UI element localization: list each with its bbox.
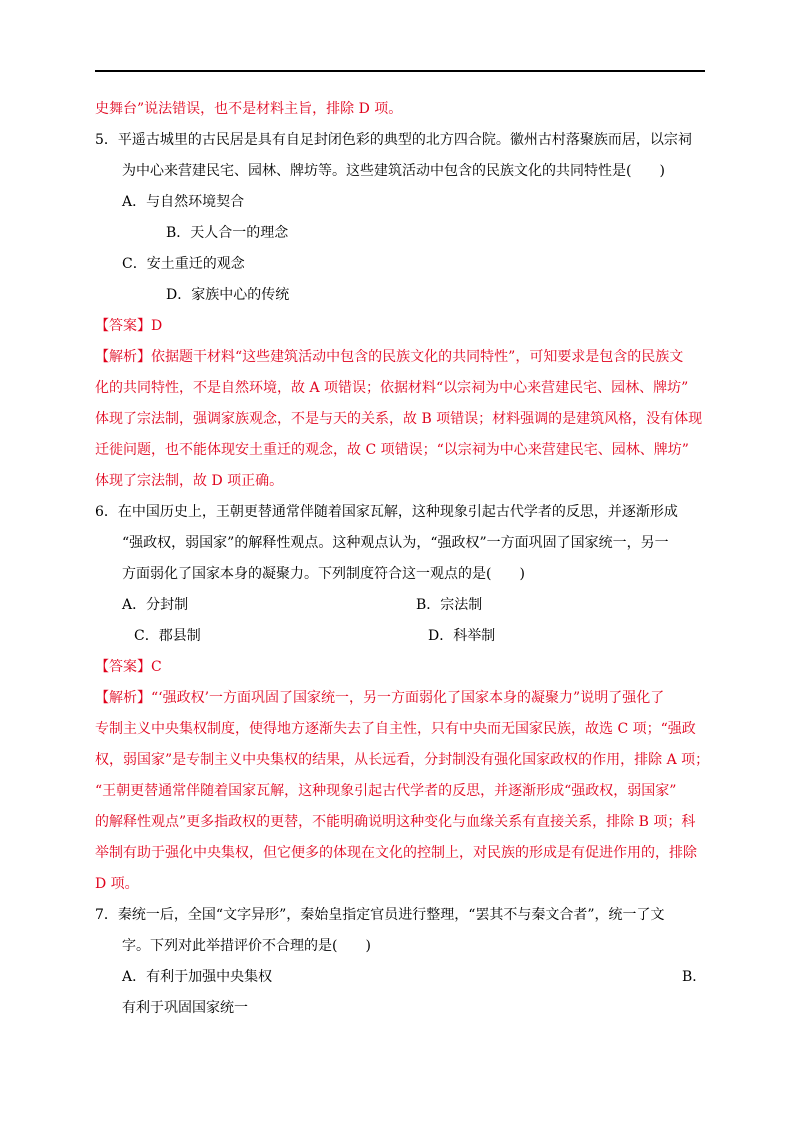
option-d: D．科举制 xyxy=(428,628,496,644)
explanation-line: 【解析】依据题干材料“这些建筑活动中包含的民族文化的共同特性”，可知要求是包含的民族文 xyxy=(95,349,684,365)
option-d: D．家族中心的传统 xyxy=(166,287,290,303)
question-6-stem: “强政权，弱国家”的解释性观点。这种观点认为，“强政权”一方面巩固了国家统一，另一 xyxy=(122,535,669,551)
explanation-line: 的解释性观点”更多指政权的更替，不能明确说明这种变化与血缘关系有直接关系，排除 B 项；科 xyxy=(95,814,696,830)
explanation-line: 权，弱国家”是专制主义中央集权的结果，从长远看，分封制没有强化国家政权的作用，排除 A 项； xyxy=(95,752,710,768)
explanation-line: 史舞台”说法错误，也不是材料主旨，排除 D 项。 xyxy=(95,101,403,117)
explanation-line: 【解析】“‘强政权’一方面巩固了国家统一，另一方面弱化了国家本身的凝聚力”说明了强化了 xyxy=(95,690,665,706)
explanation-line: 专制主义中央集权制度，使得地方逐渐失去了自主性，只有中央而无国家民族，故选 C 项；“强政 xyxy=(95,721,696,737)
option-b-text: 有利于巩固国家统一 xyxy=(122,1000,248,1016)
answer: 【答案】C xyxy=(95,659,162,675)
option-a: A．与自然环境契合 xyxy=(122,194,245,210)
explanation-line: D 项。 xyxy=(95,876,139,892)
option-b: B． xyxy=(682,969,707,985)
option-c: C．郡县制 xyxy=(134,628,201,644)
explanation-line: 化的共同特性，不是自然环境，故 A 项错误；依据材料“以宗祠为中心来营建民宅、园林、牌坊” xyxy=(95,380,689,396)
question-6-stem: 方面弱化了国家本身的凝聚力。下列制度符合这一观点的是( ) xyxy=(122,566,525,582)
explanation-line: 体现了宗法制，强调家族观念，不是与天的关系，故 B 项错误；材料强调的是建筑风格，没有体现 xyxy=(95,411,703,427)
header-rule xyxy=(95,70,705,72)
explanation-line: “王朝更替通常伴随着国家瓦解，这种现象引起古代学者的反思，并逐渐形成“强政权，弱国家” xyxy=(95,783,677,799)
question-7-stem: 7．秦统一后，全国“文字异形”，秦始皇指定官员进行整理，“罢其不与秦文合者”，统一了文 xyxy=(95,907,665,923)
answer: 【答案】D xyxy=(95,318,163,334)
explanation-line: 举制有助于强化中央集权，但它便多的体现在文化的控制上，对民族的形成是有促进作用的，排除 xyxy=(95,845,697,861)
option-a: A．分封制 xyxy=(122,597,189,613)
option-c: C．安土重迁的观念 xyxy=(122,256,245,272)
question-5-stem: 为中心来营建民宅、园林、牌坊等。这些建筑活动中包含的民族文化的共同特性是( ) xyxy=(122,163,665,179)
explanation-line: 体现了宗法制，故 D 项正确。 xyxy=(95,473,284,489)
question-5-stem: 5．平遥古城里的古民居是具有自足封闭色彩的典型的北方四合院。徽州古村落聚族而居，以宗祠 xyxy=(95,132,692,148)
option-b: B．天人合一的理念 xyxy=(166,225,289,241)
explanation-line: 迁徙问题，也不能体现安土重迁的观念，故 C 项错误；“以宗祠为中心来营建民宅、园林、牌坊” xyxy=(95,442,689,458)
question-7-stem: 字。下列对此举措评价不合理的是( ) xyxy=(122,938,371,954)
option-b: B．宗法制 xyxy=(416,597,483,613)
option-a: A．有利于加强中央集权 xyxy=(122,969,273,985)
question-6-stem: 6．在中国历史上，王朝更替通常伴随着国家瓦解，这种现象引起古代学者的反思，并逐渐形成 xyxy=(95,504,678,520)
